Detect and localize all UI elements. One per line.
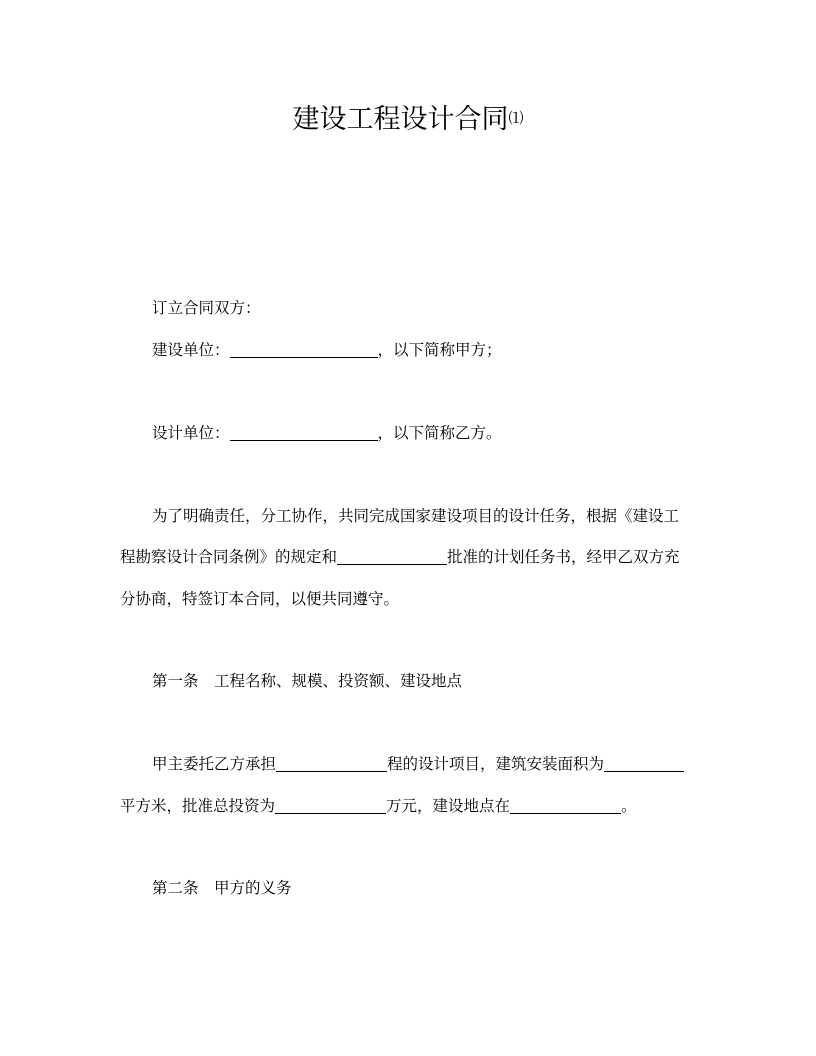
project-name-blank	[276, 755, 387, 772]
area-blank	[604, 755, 684, 772]
party-a-line	[152, 338, 502, 362]
article-1-line-1	[152, 752, 684, 776]
party-b-blank	[230, 424, 378, 441]
preamble-text-1: 为了明确责任，分工协作，共同完成国家建设项目的设计任务，根据《建设工	[152, 507, 680, 525]
preamble-text-3: 分协商，特签订本合同，以便共同遵守。	[120, 590, 400, 608]
preamble-text-2a: 程勘察设计合同条例》的规定和	[120, 548, 338, 566]
article-1-text-1b: 程的设计项目，建筑安装面积为	[387, 755, 605, 773]
party-a-blank	[230, 341, 378, 358]
party-b-line	[152, 421, 502, 445]
party-b-label: 设计单位：	[152, 424, 230, 442]
title-text: 建设工程设计合同	[292, 104, 509, 135]
preamble-line-3	[120, 587, 399, 611]
approval-authority-blank	[337, 548, 447, 565]
article-2-heading-text: 第二条 甲方的义务	[152, 879, 292, 897]
article-1-text-2c: 。	[621, 797, 637, 815]
article-1-text-2b: 万元，建设地点在	[386, 797, 511, 815]
article-1-heading-text: 第一条 工程名称、规模、投资额、建设地点	[152, 672, 463, 690]
title-suffix: ⑴	[508, 109, 524, 127]
intro-text: 订立合同双方：	[152, 299, 261, 317]
document-title	[0, 98, 816, 140]
article-1-text-2a: 平方米，批准总投资为	[120, 797, 276, 815]
article-1-line-2	[120, 794, 637, 818]
preamble-line-2	[120, 545, 680, 569]
article-1-text-1a: 甲主委托乙方承担	[152, 755, 277, 773]
party-b-suffix: ，以下简称乙方。	[377, 424, 502, 442]
party-a-label: 建设单位：	[152, 341, 230, 359]
article-2-heading	[152, 876, 292, 900]
intro-line	[152, 296, 261, 320]
party-a-suffix: ，以下简称甲方；	[377, 341, 502, 359]
article-1-heading	[152, 669, 462, 693]
investment-blank	[275, 797, 386, 814]
preamble-text-2b: 批准的计划任务书，经甲乙双方充	[447, 548, 680, 566]
preamble-line-1	[152, 504, 679, 528]
location-blank	[510, 797, 621, 814]
